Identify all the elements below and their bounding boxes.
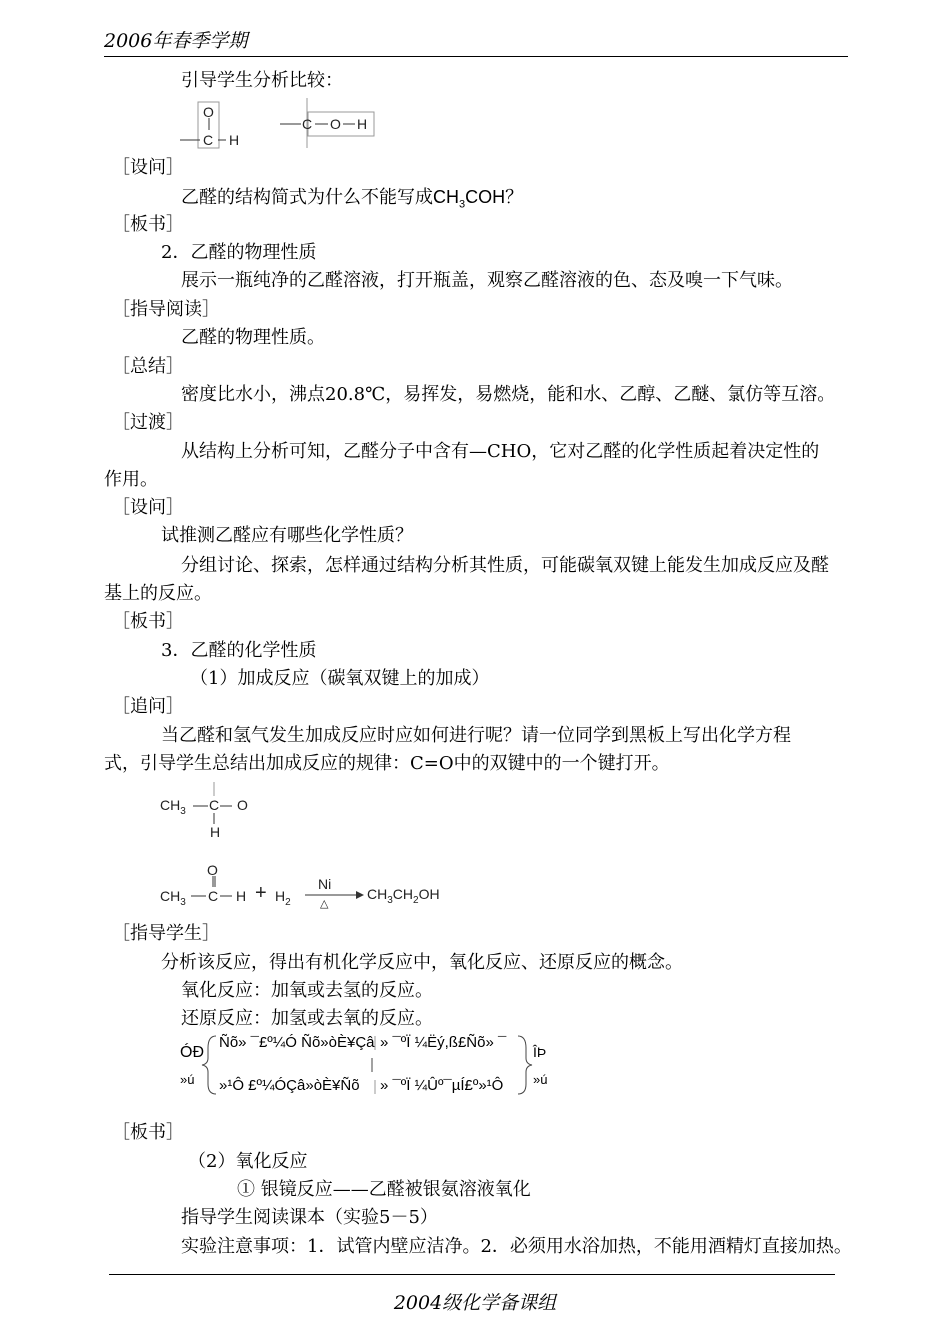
h2-sub: 2 <box>285 896 291 908</box>
right-brace <box>518 1036 532 1094</box>
line-21: ［追问］ <box>112 696 184 717</box>
page-header: 2006年春季学期 <box>104 30 248 52</box>
garbled-mid-top-a: Ñõ» ¯£º¼Ó Ñõ»òÈ¥Çâ <box>219 1034 375 1051</box>
line-12: 从结构上分析可知，乙醛分子中含有—CHO，它对乙醛的化学性质起着决定性的 <box>181 441 820 462</box>
garbled-left-top: ÓÐ <box>180 1044 204 1061</box>
atom-c: C <box>302 116 313 132</box>
plus-sign: + <box>255 882 267 904</box>
line-25: 分析该反应，得出有机化学反应中，氧化反应、还原反应的概念。 <box>161 952 683 973</box>
line-17: 基上的反应。 <box>104 583 212 604</box>
structure-lines <box>180 98 410 156</box>
line-23: 式，引导学生总结出加成反应的规律：C=O中的双键中的一个键打开。 <box>104 753 670 774</box>
atom-h: H <box>229 132 240 148</box>
ch3-group <box>160 888 186 908</box>
atom-h: H <box>357 116 368 132</box>
left-brace <box>202 1036 216 1094</box>
catalyst-label: Ni <box>318 876 332 892</box>
line-3-ch: CH <box>433 187 459 207</box>
line-28: ［板书］ <box>112 1122 184 1143</box>
header-rule <box>104 56 848 57</box>
line-3-sub: 3 <box>459 198 466 211</box>
heat-symbol: △ <box>320 898 329 910</box>
h2-text: H <box>275 888 286 904</box>
h2 <box>275 888 291 908</box>
ethanol-product <box>367 886 440 906</box>
product-oh: OH <box>418 886 440 902</box>
ch3-text: CH <box>160 888 181 904</box>
line-14: ［设问］ <box>112 497 184 518</box>
line-16: 分组讨论、探索，怎样通过结构分析其性质，可能碳氧双键上能发生加成反应及醛 <box>181 555 829 576</box>
line-18: ［板书］ <box>112 611 184 632</box>
atom-o: O <box>203 104 214 120</box>
line-3-q: ？ <box>505 187 524 208</box>
ch3-text: CH <box>160 797 181 813</box>
line-1: 引导学生分析比较： <box>181 70 343 91</box>
line-20: （1）加成反应（碳氧双键上的加成） <box>190 668 490 689</box>
line-31: 指导学生阅读课本（实验5－5） <box>181 1207 438 1228</box>
ch3-sub: 3 <box>180 896 186 908</box>
atom-o: O <box>207 862 218 878</box>
atom-h: H <box>210 824 221 840</box>
line-3-coh: COH <box>465 187 506 207</box>
garbled-mid-top-b: » ¯ºÏ ¼Ëý,ß£Ñõ» ¯ <box>380 1034 507 1051</box>
garbled-mid-bottom-a: »¹Ô £º¼ÓÇâ»òÈ¥Ñõ <box>219 1077 360 1094</box>
product-sub3: 3 <box>387 894 393 906</box>
line-5: 2．乙醛的物理性质 <box>161 242 317 263</box>
line-24: ［指导学生］ <box>112 923 220 944</box>
atom-h: H <box>236 888 247 904</box>
line-30: ① 银镜反应——乙醛被银氨溶液氧化 <box>237 1179 531 1200</box>
atom-c: C <box>208 888 219 904</box>
atom-c: C <box>209 797 220 813</box>
product-ch: CH <box>367 886 388 902</box>
line-10: 密度比水小，沸点20.8℃，易挥发，易燃烧，能和水、乙醇、乙醚、氯仿等互溶。 <box>181 384 836 405</box>
garbled-right-top: ÎÞ <box>533 1044 547 1060</box>
line-29: （2）氧化反应 <box>188 1151 308 1172</box>
garbled-right-bottom: »ú <box>533 1072 548 1087</box>
line-19: 3．乙醛的化学性质 <box>161 640 317 661</box>
line-3 <box>181 186 523 216</box>
line-11: ［过渡］ <box>112 412 184 433</box>
line-15: 试推测乙醛应有哪些化学性质？ <box>161 525 413 546</box>
ch3-sub: 3 <box>180 805 186 817</box>
garbled-mid-bottom-b: » ¯ºÏ ¼Ûº¯µÍ£º»¹Ô <box>380 1077 504 1094</box>
line-26: 氧化反应：加氧或去氢的反应。 <box>181 980 433 1001</box>
line-22: 当乙醛和氢气发生加成反应时应如何进行呢？请一位同学到黑板上写出化学方程 <box>161 725 791 746</box>
product-sub2: 2 <box>413 894 419 906</box>
atom-c: C <box>203 132 214 148</box>
arrow-head <box>356 891 364 899</box>
atom-o: O <box>330 116 341 132</box>
line-6: 展示一瓶纯净的乙醛溶液，打开瓶盖，观察乙醛溶液的色、态及嗅一下气味。 <box>181 270 793 291</box>
product-ch2: CH <box>392 886 414 902</box>
line-27: 还原反应：加氢或去氧的反应。 <box>181 1008 433 1029</box>
line-3-text: 乙醛的结构简式为什么不能写成 <box>181 187 433 208</box>
line-32: 实验注意事项：1．试管内壁应洁净。2．必须用水浴加热，不能用酒精灯直接加热。 <box>181 1236 852 1257</box>
line-2: ［设问］ <box>112 157 184 178</box>
page-footer: 2004级化学备课组 <box>393 1292 557 1314</box>
line-7: ［指导阅读］ <box>112 299 220 320</box>
line-13: 作用。 <box>104 469 158 490</box>
line-8: 乙醛的物理性质。 <box>181 327 325 348</box>
footer-rule <box>109 1274 835 1275</box>
ch3-group <box>160 797 186 817</box>
line-9: ［总结］ <box>112 356 184 377</box>
atom-o: O <box>237 797 248 813</box>
line-4: ［板书］ <box>112 214 184 235</box>
garbled-left-bottom: »ú <box>180 1072 195 1087</box>
